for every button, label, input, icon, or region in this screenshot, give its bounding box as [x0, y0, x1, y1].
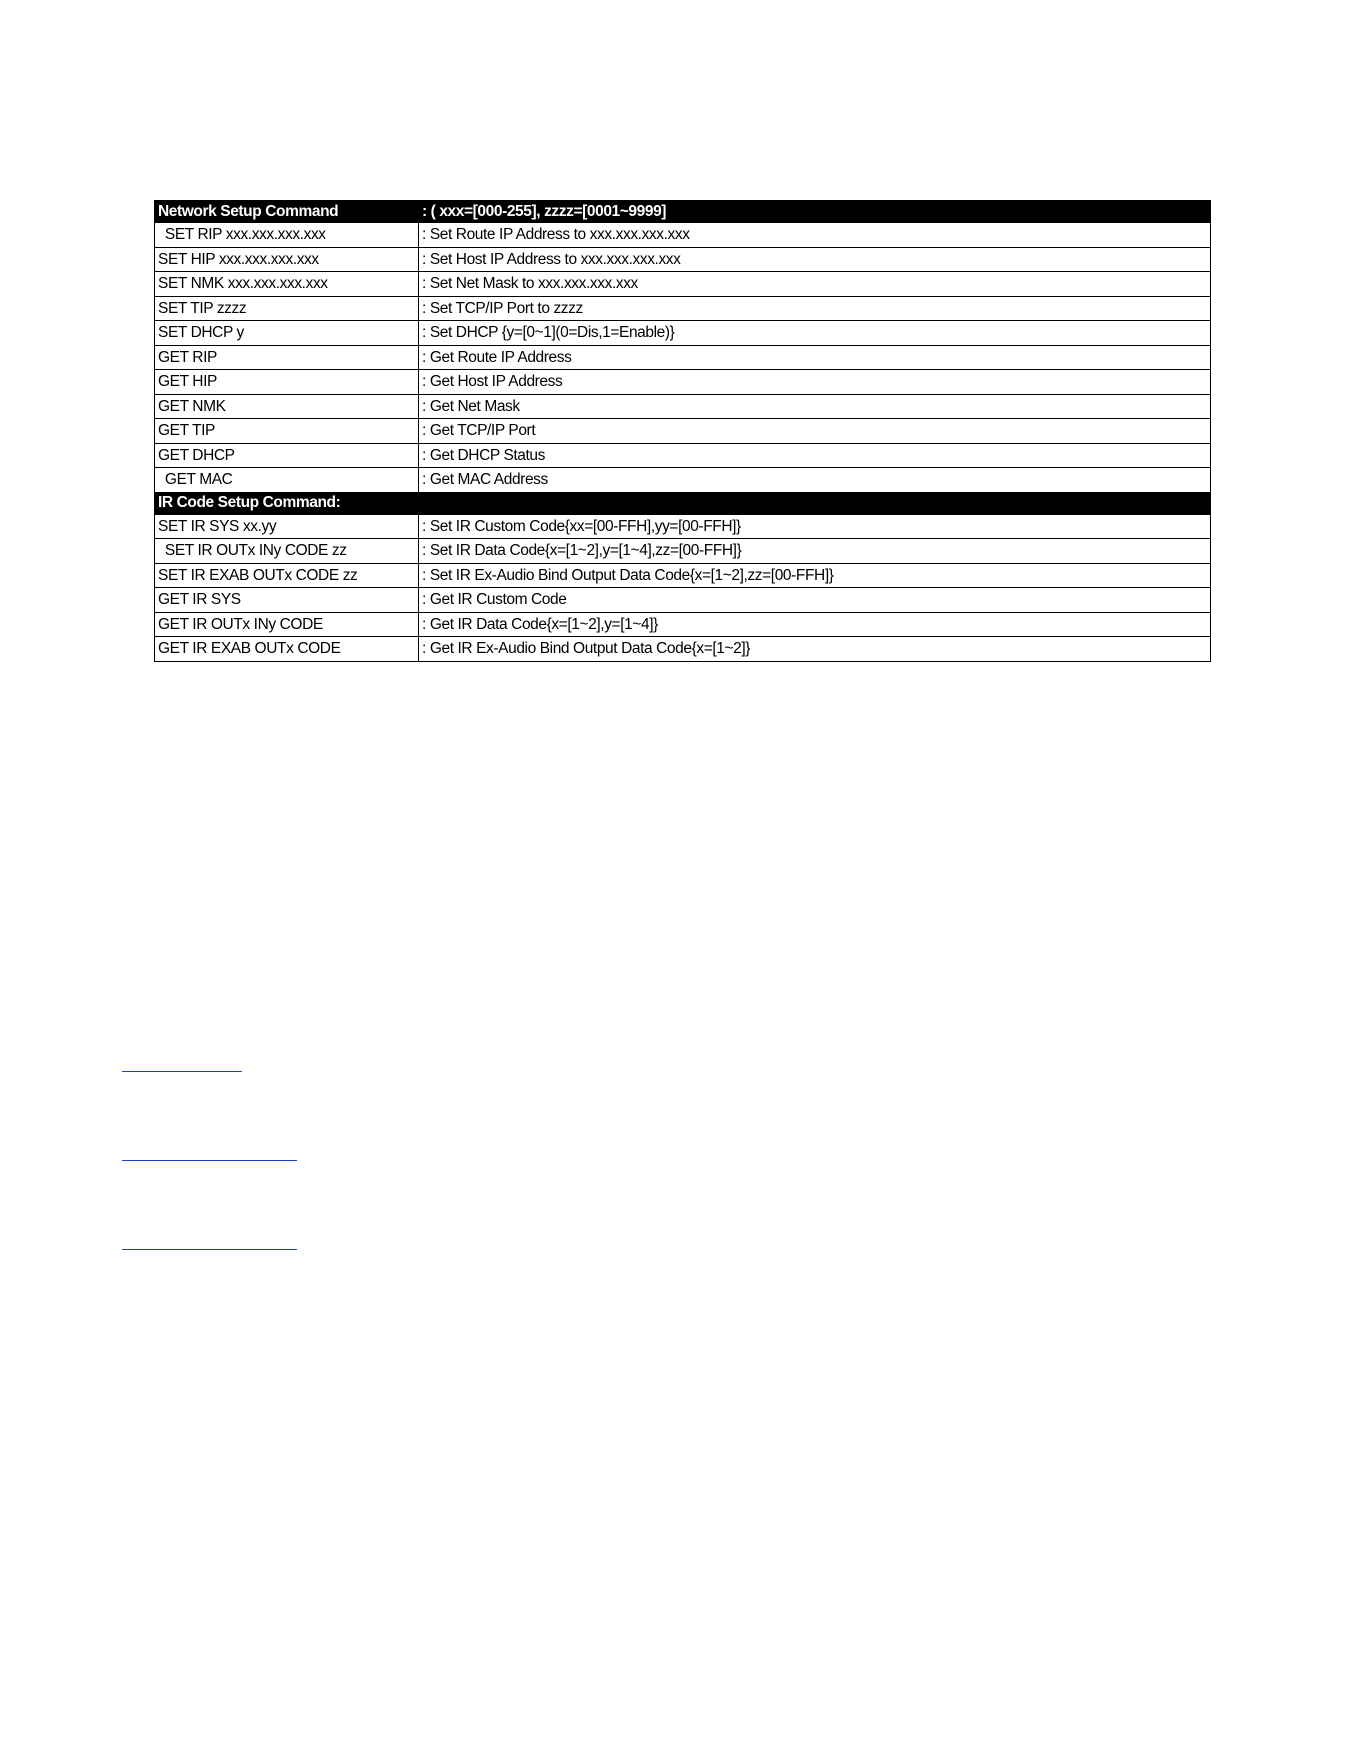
table-row — [155, 563, 1211, 588]
command-cell: GET TIP — [155, 419, 419, 444]
table-row — [155, 223, 1211, 248]
table-row — [155, 345, 1211, 370]
command-cell: SET HIP xxx.xxx.xxx.xxx — [155, 247, 419, 272]
description-cell: : Set Route IP Address to xxx.xxx.xxx.xxx — [419, 223, 1211, 248]
command-cell: SET RIP xxx.xxx.xxx.xxx — [155, 223, 419, 248]
description-cell: : Get IR Ex-Audio Bind Output Data Code{x=[1~2]} — [419, 637, 1211, 662]
description-cell: : Get DHCP Status — [419, 443, 1211, 468]
command-cell: SET NMK xxx.xxx.xxx.xxx — [155, 272, 419, 297]
command-cell: SET DHCP y — [155, 321, 419, 346]
table-row — [155, 272, 1211, 297]
ir-header-command: IR Code Setup Command: — [155, 492, 419, 514]
table-row — [155, 637, 1211, 662]
description-cell: : Get Net Mask — [419, 394, 1211, 419]
command-table — [154, 200, 1211, 662]
command-cell: GET DHCP — [155, 443, 419, 468]
table-row — [155, 419, 1211, 444]
table-row — [155, 247, 1211, 272]
description-cell: : Set IR Custom Code{xx=[00-FFH],yy=[00-FFH]} — [419, 514, 1211, 539]
command-cell: GET IR SYS — [155, 588, 419, 613]
network-header-command: Network Setup Command — [155, 201, 419, 223]
table-row — [155, 321, 1211, 346]
link-underline[interactable] — [122, 1160, 297, 1161]
command-cell: SET IR EXAB OUTx CODE zz — [155, 563, 419, 588]
description-cell: : Get IR Data Code{x=[1~2],y=[1~4]} — [419, 612, 1211, 637]
table-row — [155, 612, 1211, 637]
link-underline[interactable] — [122, 1249, 297, 1250]
table-row — [155, 588, 1211, 613]
description-cell: : Set TCP/IP Port to zzzz — [419, 296, 1211, 321]
ir-header-row — [155, 492, 1211, 514]
description-cell: : Get Route IP Address — [419, 345, 1211, 370]
description-cell: : Set Host IP Address to xxx.xxx.xxx.xxx — [419, 247, 1211, 272]
description-cell: : Get IR Custom Code — [419, 588, 1211, 613]
table-row — [155, 539, 1211, 564]
command-cell: GET HIP — [155, 370, 419, 395]
command-cell: GET NMK — [155, 394, 419, 419]
command-cell: GET IR EXAB OUTx CODE — [155, 637, 419, 662]
table-row — [155, 468, 1211, 493]
command-cell: GET MAC — [155, 468, 419, 493]
network-header-row — [155, 201, 1211, 223]
table-row — [155, 296, 1211, 321]
description-cell: : Set DHCP {y=[0~1](0=Dis,1=Enable)} — [419, 321, 1211, 346]
network-header-note: : ( xxx=[000-255], zzzz=[0001~9999] — [419, 201, 1211, 223]
command-cell: GET RIP — [155, 345, 419, 370]
description-cell: : Set IR Data Code{x=[1~2],y=[1~4],zz=[00-FFH]} — [419, 539, 1211, 564]
command-cell: SET IR OUTx INy CODE zz — [155, 539, 419, 564]
description-cell: : Get TCP/IP Port — [419, 419, 1211, 444]
description-cell: : Set IR Ex-Audio Bind Output Data Code{x=[1~2],zz=[00-FFH]} — [419, 563, 1211, 588]
table-row — [155, 394, 1211, 419]
table-row — [155, 514, 1211, 539]
command-cell: SET TIP zzzz — [155, 296, 419, 321]
ir-header-note — [419, 492, 1211, 514]
description-cell: : Set Net Mask to xxx.xxx.xxx.xxx — [419, 272, 1211, 297]
command-cell: SET IR SYS xx.yy — [155, 514, 419, 539]
table-row — [155, 370, 1211, 395]
link-underline[interactable] — [122, 1071, 242, 1072]
table-row — [155, 443, 1211, 468]
description-cell: : Get Host IP Address — [419, 370, 1211, 395]
description-cell: : Get MAC Address — [419, 468, 1211, 493]
command-cell: GET IR OUTx INy CODE — [155, 612, 419, 637]
